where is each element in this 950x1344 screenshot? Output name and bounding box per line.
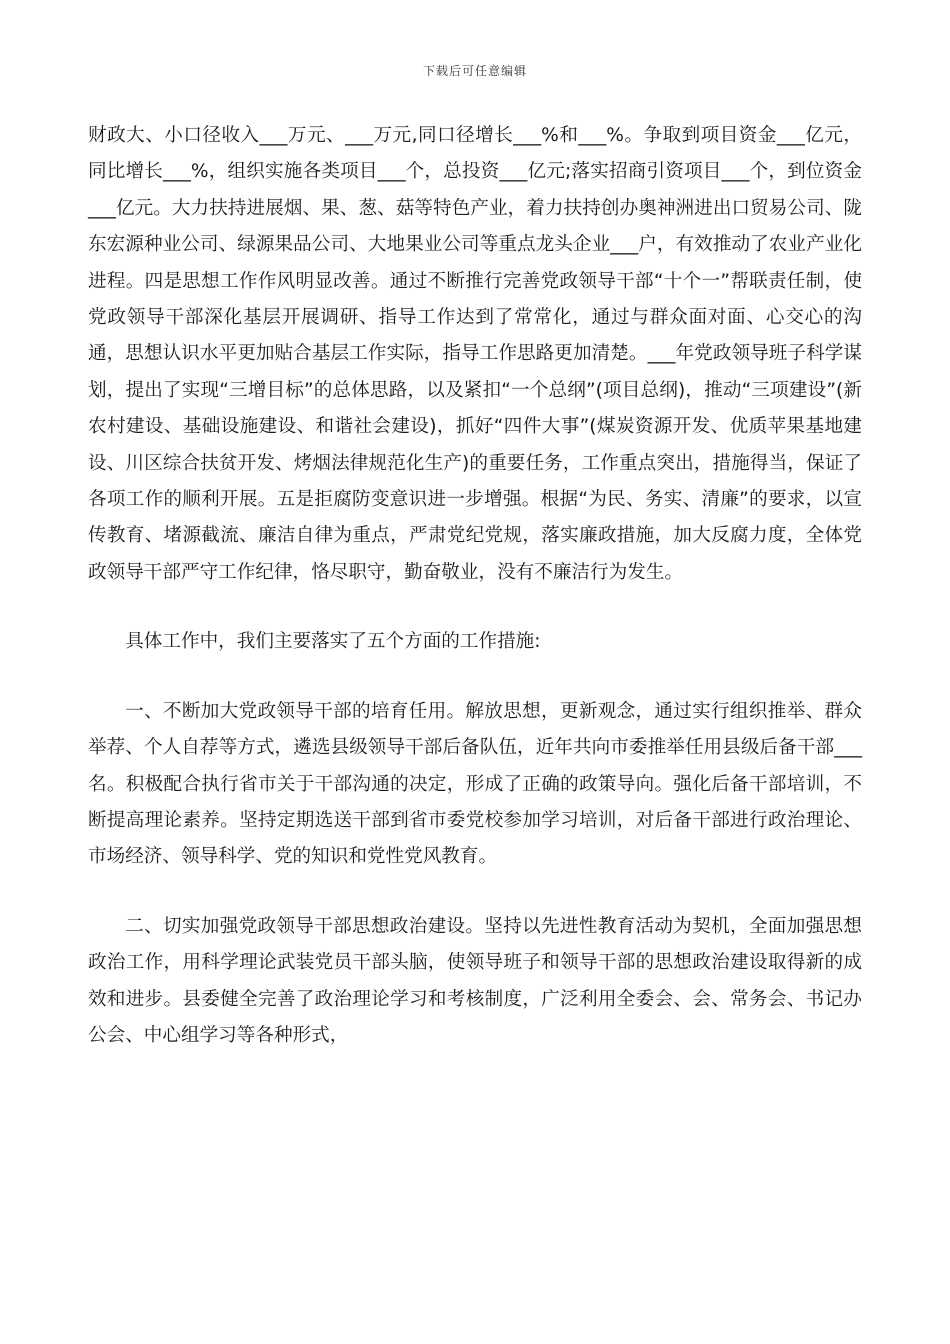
paragraph-gap — [88, 876, 862, 909]
paragraph-measures-intro: 具体工作中，我们主要落实了五个方面的工作措施: — [125, 631, 541, 653]
paragraph-measure-one: 一、不断加大党政领导干部的培育任用。解放思想，更新观念，通过实行组织推举、群众举荐、个人自荐等方式，遴选县级领导干部后备队伍，近年共向市委推举任用县级后备干部___名。积极配合执行省市关于干部沟通的决定，形成了正确的政策导向。强化后备干部培训，不断提高理论素养。坚持定期选送干部到省市委党校参加学习培训，对后备干部进行政治理论、市场经济、领导科学、党的知识和党性党风教育。 — [88, 700, 862, 868]
paragraph-measure-two: 二、切实加强党政领导干部思想政治建设。坚持以先进性教育活动为契机，全面加强思想政治工作，用科学理论武装党员干部头脑，使领导班子和领导干部的思想政治建设取得新的成效和进步。县委健全完善了政治理论学习和考核制度，广泛利用全委会、会、常务会、书记办公会、中心组学习等各种形式， — [88, 915, 862, 1046]
paragraph-continuation: 财政大、小口径收入___万元、___万元,同口径增长___%和___%。争取到项目资金___亿元，同比增长___%，组织实施各类项目___个，总投资___亿元;落实招商引资项目___个，到位资金___亿元。大力扶持进展烟、果、葱、菇等特色产业，着力扶持创办奥神洲进出口贸易公司、陇东宏源种业公司、绿源果品公司、大地果业公司等重点龙头企业___户，有效推动了农业产业化进程。四是思想工作作风明显改善。通过不断推行完善党政领导干部“十个一”帮联责任制，使党政领导干部深化基层开展调研、指导工作达到了常常化，通过与群众面对面、心交心的沟通，思想认识水平更加贴合基层工作实际，指导工作思路更加清楚。___年党政领导班子科学谋划，提出了实现“三增目标”的总体思路，以及紧扣“一个总纲”(项目总纲)，推动“三项建设”(新农村建设、基础设施建设、和谐社会建设)，抓好“四件大事”(煤炭资源开发、优质苹果基地建设、川区综合扶贫开发、烤烟法律规范化生产)的重要任务，工作重点突出，措施得当，保证了各项工作的顺利开展。五是拒腐防变意识进一步增强。根据“为民、务实、清廉”的要求，以宣传教育、堵源截流、廉洁自律为重点，严肃党纪党规，落实廉政措施，加大反腐力度，全体党政领导干部严守工作纪律，恪尽职守，勤奋敬业，没有不廉洁行为发生。 — [88, 125, 862, 583]
paragraph-gap — [88, 661, 862, 694]
document-body — [88, 118, 862, 1054]
header-note: 下载后可任意编辑 — [422, 64, 527, 78]
paragraph-gap — [88, 591, 862, 624]
